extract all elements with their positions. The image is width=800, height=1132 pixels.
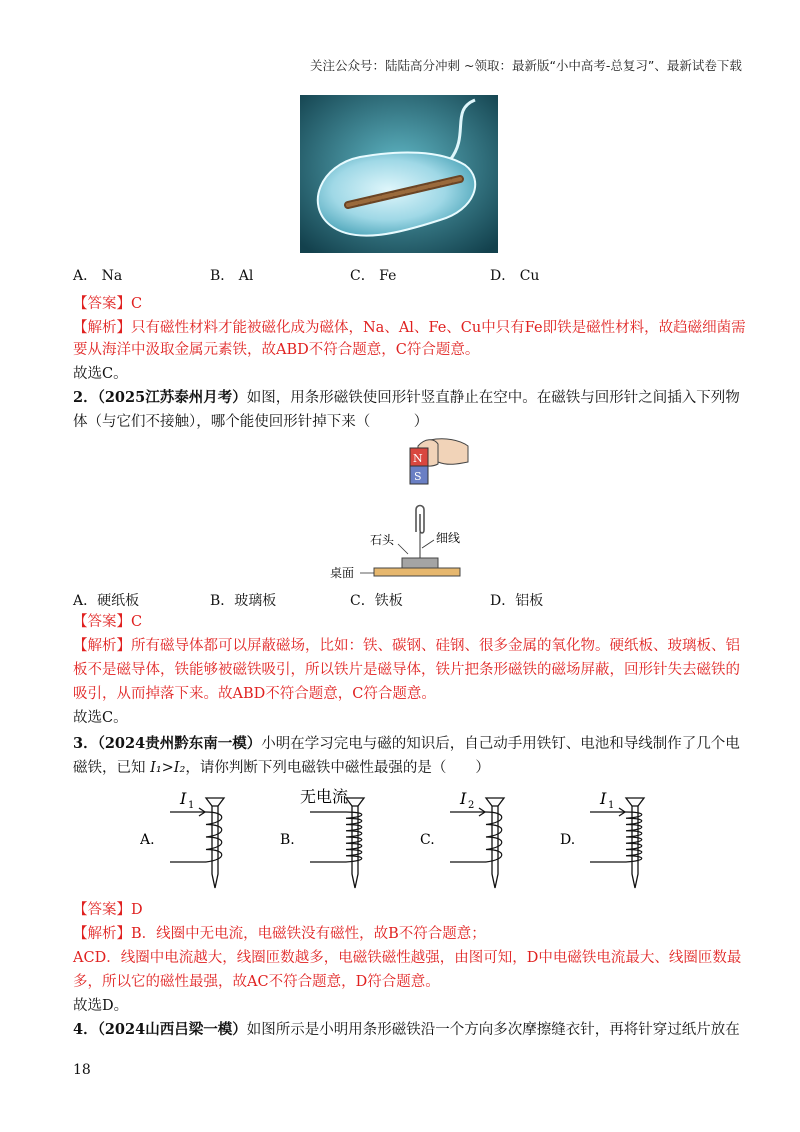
bacteria-photo (300, 95, 498, 253)
coil-wire (206, 812, 222, 862)
q3-analysis-2: ACD．线圈中电流越大，线圈匝数越多，电磁铁磁性越强，由图可知，D中电磁铁电流最大、线圈匝数最 (73, 950, 742, 966)
q1-analysis-1: 【解析】只有磁性材料才能被磁化成为磁体，Na、Al、Fe、Cu中只有Fe即铁是磁性材料，故趋磁细菌需 (73, 320, 746, 336)
label-thread: 细线 (436, 531, 461, 545)
q3-stem-1: 3．（2024贵州黔东南一模）小明在学习完电与磁的知识后，自己动手用铁钉、电池和导线制作了几个电 (73, 735, 740, 752)
q3-stem-2: 磁铁，已知 I₁>I₂，请你判断下列电磁铁中磁性最强的是（ ） (73, 760, 490, 776)
current-label: I (460, 789, 467, 808)
q2-analysis-1: 【解析】所有磁导体都可以屏蔽磁场，比如：铁、碳钢、硅钢、很多金属的氧化物。硬纸板、玻璃板、铝 (73, 638, 740, 654)
current-subscript: 2 (468, 800, 475, 811)
current-subscript: 1 (188, 800, 195, 811)
q1-option-d: D． Cu (490, 268, 540, 284)
q2-stem-1: 2．（2025江苏泰州月考）如图，用条形磁铁使回形针竖直静止在空中。在磁铁与回形针之间插入下列物 (73, 389, 740, 406)
q3-figure-c (420, 782, 540, 892)
label-stone: 石头 (370, 533, 395, 547)
q3-figure-d (560, 782, 680, 892)
q1-answer: 【答案】C (73, 296, 143, 312)
page-number: 18 (73, 1062, 91, 1078)
q2-option-a: A．硬纸板 (73, 593, 140, 609)
nail-head (486, 798, 504, 806)
q2-stem-2: 体（与它们不接触），哪个能使回形针掉下来（ ） (73, 414, 429, 430)
q1-option-a: A． Na (73, 268, 123, 284)
q1-option-c: C． Fe (350, 268, 397, 284)
q3-figure-b (280, 782, 410, 892)
nail-head (206, 798, 224, 806)
q3-analysis-1: 【解析】B．线圈中无电流，电磁铁没有磁性，故B不符合题意； (73, 926, 486, 942)
q2-option-b: B．玻璃板 (210, 593, 277, 609)
q2-option-d: D．铝板 (490, 593, 544, 609)
q2-conclusion: 故选C。 (73, 710, 128, 726)
figure-letter: D. (560, 832, 576, 848)
current-label: I (180, 789, 187, 808)
coil-wire (626, 812, 642, 862)
nail-head (626, 798, 644, 806)
magnet-paperclip-figure (330, 432, 470, 582)
label-table: 桌面 (330, 566, 355, 580)
current-label: I (600, 789, 607, 808)
q2-analysis-2: 板不是磁导体，铁能够被磁铁吸引，所以铁片是磁导体，铁片把条形磁铁的磁场屏蔽，回形针失去磁铁的 (73, 662, 740, 678)
no-current-label: 无电流 (300, 787, 349, 806)
magnet-s-label: S (414, 470, 422, 483)
page-header: 关注公众号：陆陆高分冲刺 ~领取：最新版“小中高考-总复习”、最新试卷下载 (310, 58, 742, 73)
figure-letter: B. (280, 832, 295, 848)
q2-analysis-3: 吸引，从而掉落下来。故ABD不符合题意，C符合题意。 (73, 686, 436, 702)
paperclip-icon (416, 506, 424, 534)
q2-option-c: C．铁板 (350, 593, 403, 609)
q3-answer: 【答案】D (73, 902, 143, 918)
q3-analysis-3: 多，所以它的磁性最强，故AC不符合题意，D符合题意。 (73, 974, 440, 990)
q3-figure-a (140, 782, 260, 892)
q1-option-b: B． Al (210, 268, 254, 284)
q1-analysis-2: 要从海洋中汲取金属元素铁，故ABD不符合题意，C符合题意。 (73, 342, 480, 358)
nail-head (346, 798, 364, 806)
stone-block (402, 558, 438, 568)
current-subscript: 1 (608, 800, 615, 811)
coil-wire (486, 812, 502, 862)
table-surface (374, 568, 460, 576)
q3-conclusion: 故选D。 (73, 998, 129, 1014)
figure-letter: C. (420, 832, 435, 848)
magnet-n-label: N (413, 452, 423, 465)
figure-letter: A. (140, 832, 155, 848)
q2-answer: 【答案】C (73, 614, 143, 630)
coil-wire (346, 812, 362, 862)
q4-stem-1: 4．（2024山西吕梁一模）如图所示是小明用条形磁铁沿一个方向多次摩擦缝衣针，再将针穿过纸片放在 (73, 1021, 740, 1038)
q1-conclusion: 故选C。 (73, 366, 128, 382)
